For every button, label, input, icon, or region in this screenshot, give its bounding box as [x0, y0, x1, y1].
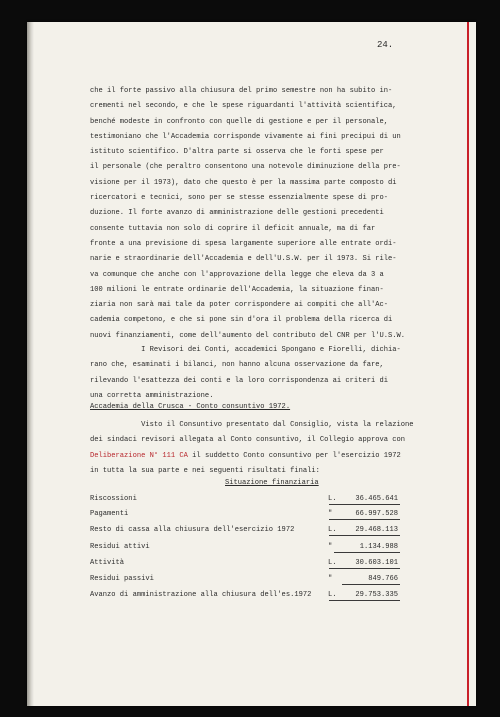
row-amount: 66.997.528 — [329, 510, 400, 520]
row-amount: 36.465.641 — [329, 495, 400, 505]
page-binding-edge — [27, 22, 34, 706]
row-amount: 849.766 — [342, 575, 400, 585]
row-label: Pagamenti — [90, 510, 129, 518]
approval-line-3: il suddetto Conto consuntivo per l'esercizio 1972 — [187, 451, 401, 460]
row-unit: L. — [328, 495, 337, 503]
financial-row — [90, 591, 410, 606]
row-unit: " — [328, 510, 333, 518]
approval-line-2: dei sindaci revisori allegata al Conto consuntivo, il Collegio approva con — [90, 436, 406, 445]
row-amount: 30.603.101 — [329, 559, 400, 569]
row-unit: L. — [328, 526, 337, 534]
paragraph-auditors: I Revisori dei Conti, accademici Spongano e Fiorelli, dichia- rano che, esaminati i bilanci, non hanno alcuna osservazione da fare, rilevando l'esattezza dei conti e la loro corrispondenza ai criteri di una corretta amministrazione. — [90, 346, 401, 400]
row-label: Residui passivi — [90, 575, 154, 583]
row-amount: 29.753.335 — [329, 591, 400, 601]
deliberation-number: Deliberazione N° 111 CA — [90, 451, 188, 460]
row-label: Residui attivi — [90, 543, 150, 551]
row-unit: L. — [328, 559, 337, 567]
row-unit: L. — [328, 591, 337, 599]
row-amount: 1.134.988 — [334, 543, 400, 553]
section-heading-crusca: Accademia della Crusca - Conto consuntivo 1972. — [90, 403, 291, 411]
row-label: Avanzo di amministrazione alla chiusura dell'es.1972 — [90, 591, 312, 599]
row-amount: 29.468.113 — [329, 526, 400, 536]
financial-row — [90, 510, 410, 525]
row-unit: " — [328, 543, 333, 551]
red-margin-line — [467, 22, 469, 706]
row-label: Riscossioni — [90, 495, 137, 503]
approval-line-4: in tutta la sua parte e nei seguenti risultati finali: — [90, 466, 320, 475]
financial-row — [90, 575, 410, 590]
financial-row — [90, 495, 410, 510]
financial-table-title: Situazione finanziaria — [225, 479, 319, 487]
paragraph-approval — [90, 418, 430, 479]
row-label: Resto di cassa alla chiusura dell'esercizio 1972 — [90, 526, 295, 534]
approval-line-1: Visto il Consuntivo presentato dal Consiglio, vista la relazione — [90, 421, 414, 429]
row-label: Attività — [90, 559, 125, 567]
financial-row — [90, 543, 410, 558]
row-unit: " — [328, 575, 333, 583]
paragraph-financial-report: che il forte passivo alla chiusura del primo semestre non ha subito in- crementi nel secondo, e che le spese riguardanti l'attività scientifica, benché modeste in confronto con quelle di gestione e per il personale, testimoniano che l'Accademia corrisponde vivamente ai fini precipui di un istituto scientifico. D'altra parte si osserva che le forti spese per il personale (che peraltro consentono una notevole diminuzione della pre- visione per il 1973), dato che questo è per la massima parte composto di ricercatori e tecnici, sono per se stesse essenzialmente spese di pro- duzione. Il forte avanzo di amministrazione delle gestioni precedenti consente tuttavia non solo di coprire il deficit annuale, ma di far fronte a una previsione di spesa largamente superiore alle entrate ordi- narie e straordinarie dell'Accademia e dell'U.S.W. per il 1973. Si rile- va comunque che anche con l'approvazione della legge che eleva da 3 a 100 milioni le entrate ordinarie dell'Accademia, la situazione finan- ziaria non sarà mai tale da poter corrispondere ai compiti che all'Ac- cademia competono, e che si pone sin d'ora il problema della ricerca di nuovi finanziamenti, come dell'aumento del contributo del CNR per l'U.S.W. — [90, 87, 406, 340]
financial-row — [90, 526, 410, 541]
financial-row — [90, 559, 410, 574]
page-number: 24. — [377, 40, 394, 50]
